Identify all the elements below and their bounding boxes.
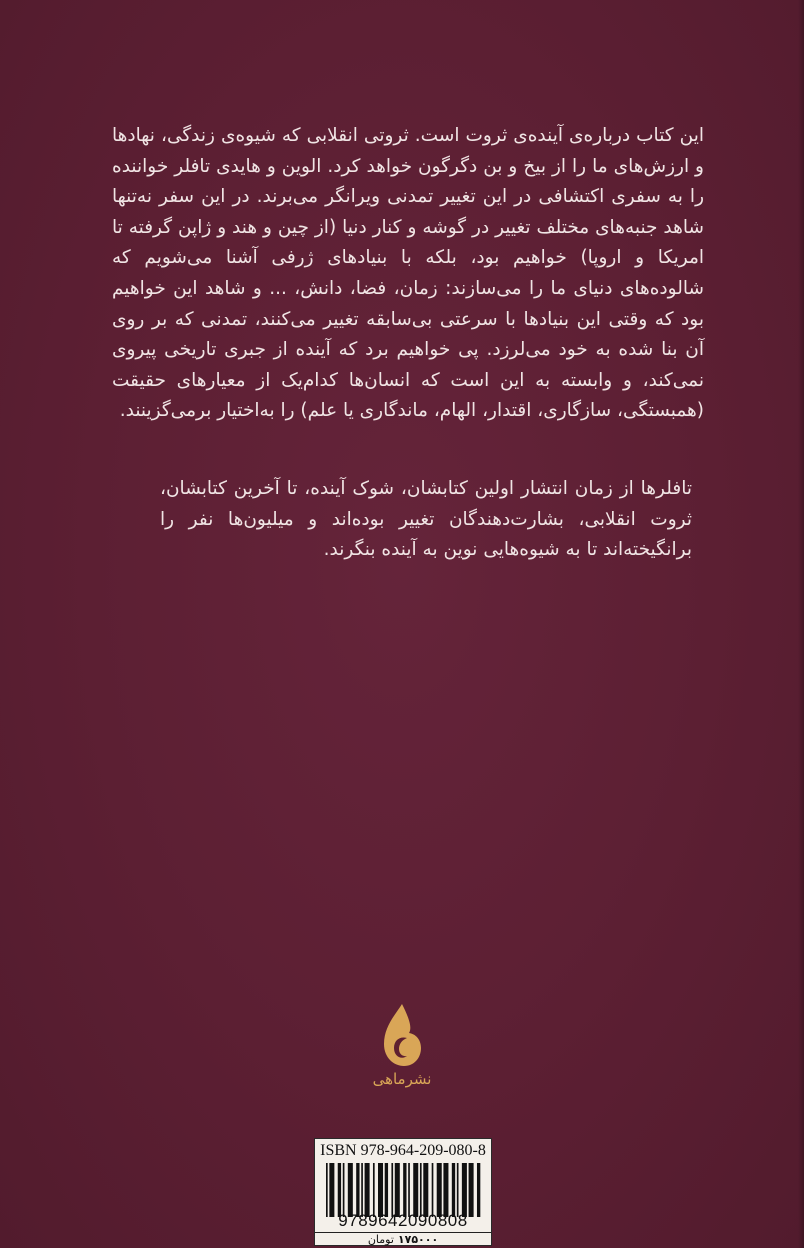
- barcode-bar: [338, 1163, 341, 1217]
- barcode-bar: [356, 1163, 359, 1217]
- barcode-bar: [361, 1163, 363, 1217]
- barcode-bar: [432, 1163, 434, 1217]
- barcode-bar: [469, 1163, 474, 1217]
- barcode-bar: [391, 1163, 393, 1217]
- publisher-name: نشرماهی: [372, 1070, 432, 1088]
- barcode-bar: [378, 1163, 383, 1217]
- blurb-paragraph-1: این کتاب درباره‌ی آینده‌ی ثروت است. ثروتی انقلابی که شیوه‌ی زندگی، نهادها و ارزش‌های ما را از بیخ و بن دگرگون خواهد کرد. الوین و هایدی تافلر خواننده را به سفری اکتشافی در این تغییر تمدنی ویرانگر می‌برند. در این سفر نه‌تنها شاهد جنبه‌های مختلف تغییر در گوشه و کنار دنیا (از چین و هند و ژاپن گرفته تا امریکا و اروپا) خواهیم بود، بلکه با بنیادهای ژرفی آشنا می‌شویم که شالوده‌های دنیای ما را می‌سازند: زمان، فضا، دانش، ... و شاهد این خواهیم بود که وقتی این بنیادها با سرعتی بی‌سابقه تغییر می‌کنند، تمدنی که بر روی آن بنا شده به خود می‌لرزد. پی خواهیم برد که آینده از جبری تاریخی پیروی نمی‌کند، و وابسته به این است که انسان‌ها کدام‌یک از معیارهای حقیقت (همبستگی، سازگاری، اقتدار، الهام، ماندگاری یا علم) را به‌اختیار برمی‌گزینند.: [112, 125, 704, 422]
- price-currency: تومان: [367, 1233, 394, 1246]
- barcode-bar: [385, 1163, 388, 1217]
- price-value: ۱۷۵۰۰۰: [397, 1233, 439, 1246]
- barcode-bar: [403, 1163, 406, 1217]
- barcode-digits: 9789642090808: [338, 1211, 468, 1230]
- barcode-bar: [452, 1163, 455, 1217]
- barcode-bar: [373, 1163, 375, 1217]
- barcode-bar: [408, 1163, 410, 1217]
- barcode-bar: [365, 1163, 370, 1217]
- barcode-bar: [395, 1163, 400, 1217]
- spine-shadow: [798, 0, 804, 1248]
- barcode-bar: [413, 1163, 418, 1217]
- barcode-bar: [423, 1163, 428, 1217]
- barcode-panel: [314, 1138, 492, 1246]
- barcode-bar: [477, 1163, 480, 1217]
- barcode-bars: [324, 1163, 484, 1217]
- blurb-paragraph-2: تافلرها از زمان انتشار اولین کتابشان، شوک آینده، تا آخرین کتابشان، ثروت انقلابی، بشارت‌دهندگان تغییر بوده‌اند و میلیون‌ها نفر را برانگیخته‌اند تا به شیوه‌هایی نوین به آینده بنگرند.: [160, 478, 692, 561]
- publisher-logo-icon: [372, 1000, 432, 1110]
- barcode-bar: [348, 1163, 353, 1217]
- barcode-bar: [443, 1163, 448, 1217]
- barcode-bar: [462, 1163, 467, 1217]
- isbn-label: ISBN 978-964-209-080-8: [320, 1142, 486, 1159]
- barcode-bar: [420, 1163, 422, 1217]
- barcode-bar: [437, 1163, 442, 1217]
- barcode-bar: [343, 1163, 345, 1217]
- barcode-bar: [457, 1163, 459, 1217]
- barcode-bar: [329, 1163, 334, 1217]
- barcode-bar: [326, 1163, 328, 1217]
- price: [315, 1233, 491, 1246]
